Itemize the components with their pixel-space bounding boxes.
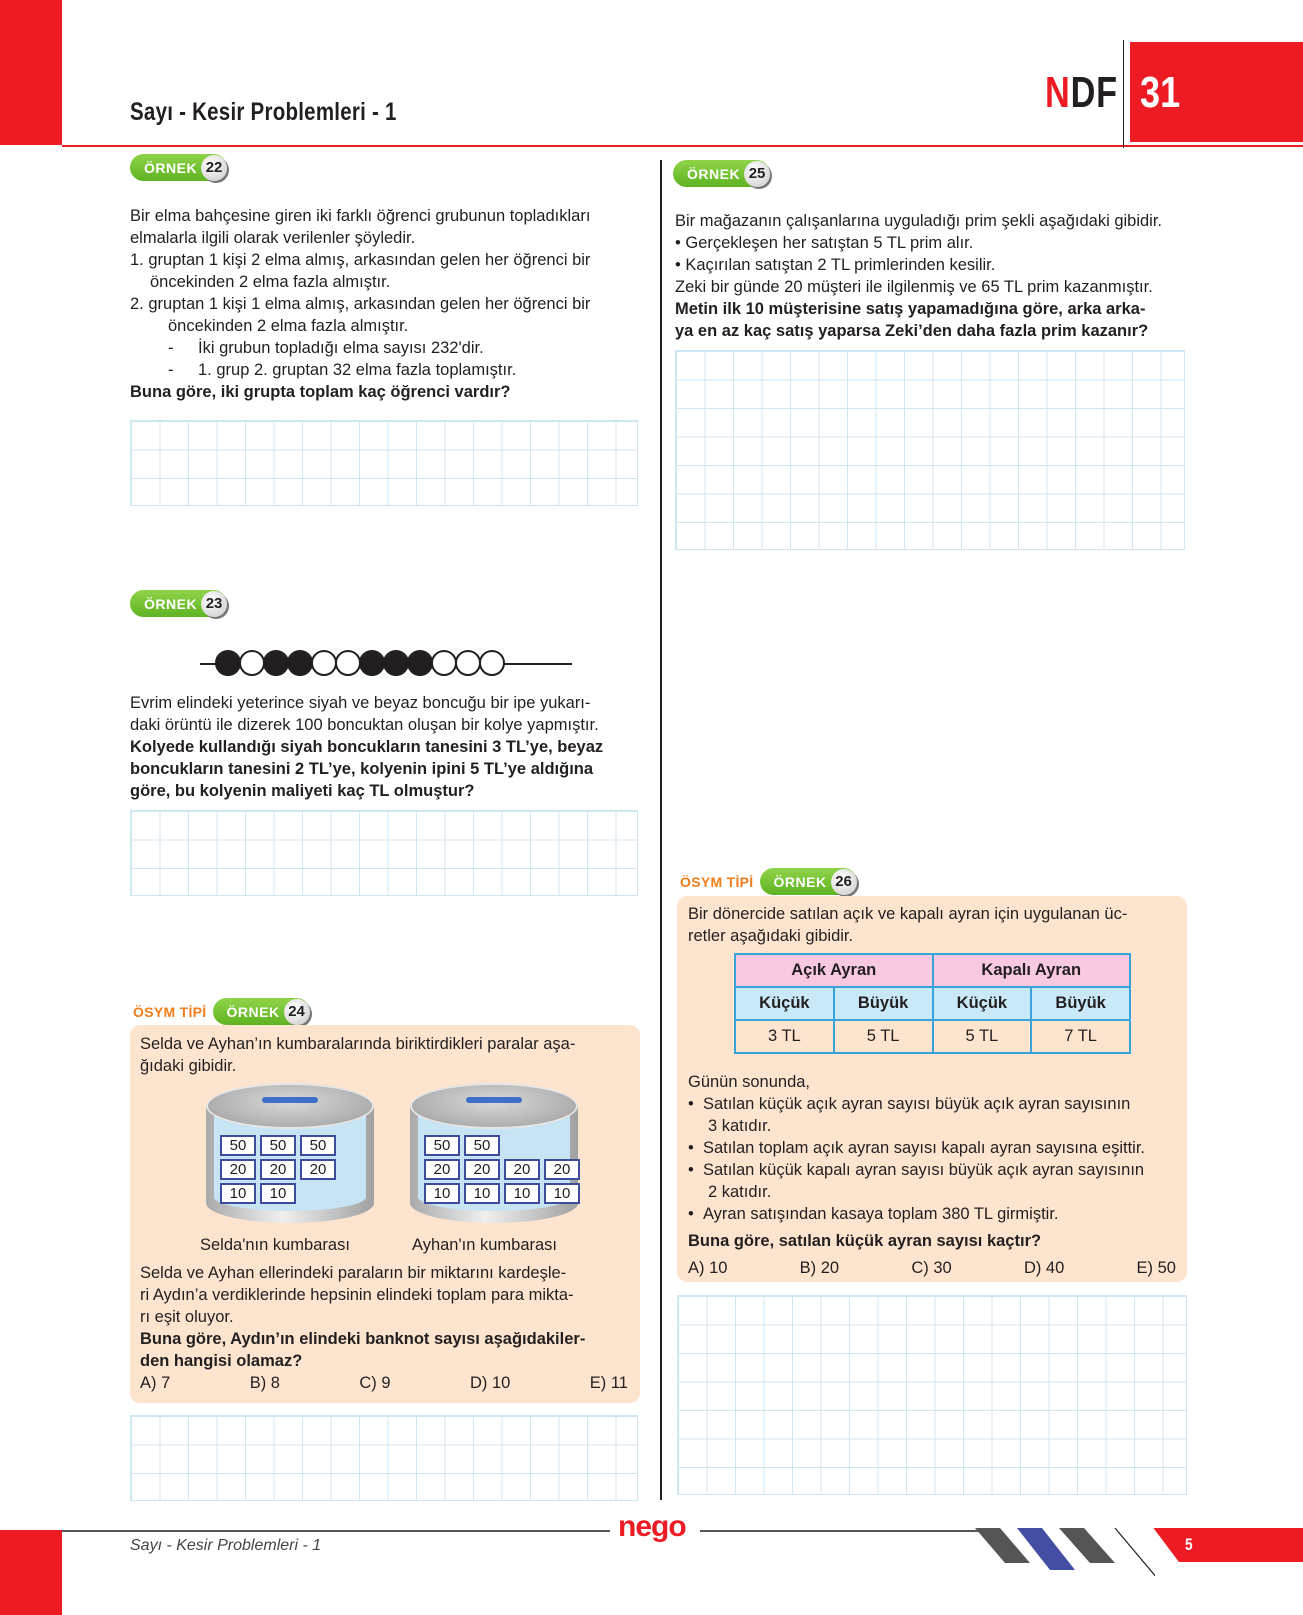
white-bead bbox=[311, 650, 337, 676]
banknote: 20 bbox=[260, 1159, 296, 1180]
bullet-line: • Satılan küçük kapalı ayran sayısı büyük açık ayran sayısının bbox=[688, 1161, 1145, 1179]
text-line: Zeki bir günde 20 müşteri ile ilgilenmiş ve 65 TL prim kazanmıştır. bbox=[675, 278, 1153, 296]
price-cell: 5 TL bbox=[933, 1020, 1032, 1053]
choice-a[interactable]: A) 10 bbox=[688, 1259, 728, 1277]
bead-row bbox=[215, 650, 503, 676]
stripe-line bbox=[1115, 1528, 1155, 1578]
text-line: öncekinden 2 elma fazla almıştır. bbox=[150, 273, 391, 291]
example-24-body bbox=[140, 1262, 585, 1372]
logo-text: nego bbox=[618, 1510, 686, 1543]
black-bead bbox=[407, 650, 433, 676]
black-bead bbox=[287, 650, 313, 676]
banknote: 20 bbox=[544, 1159, 580, 1180]
bullet-item bbox=[130, 337, 590, 359]
banknote: 20 bbox=[464, 1159, 500, 1180]
brand-df: DF bbox=[1070, 68, 1118, 117]
text-line: elmalarla ilgili olarak verilenler şöyledir. bbox=[130, 229, 416, 247]
table-price-row bbox=[735, 1020, 1130, 1053]
choice-e[interactable]: E) 50 bbox=[1136, 1259, 1176, 1277]
scratch-grid-24[interactable] bbox=[130, 1415, 638, 1501]
example-badge-26 bbox=[680, 868, 857, 895]
price-cell: 7 TL bbox=[1031, 1020, 1130, 1053]
example-24-intro bbox=[140, 1033, 575, 1077]
black-bead bbox=[383, 650, 409, 676]
bank-label-ayhan: Ayhan'ın kumbarası bbox=[412, 1236, 558, 1254]
page-number: 5 bbox=[1184, 1535, 1193, 1554]
footer-rule-left bbox=[62, 1530, 610, 1532]
bullet-line: • Gerçekleşen her satıştan 5 TL prim alır. bbox=[675, 234, 974, 252]
size-cell: Büyük bbox=[1031, 987, 1130, 1020]
coin-slot bbox=[466, 1097, 522, 1103]
badge-number: 26 bbox=[831, 869, 857, 895]
bullet-text: Satılan toplam açık ayran sayısı kapalı ayran sayısına eşittir. bbox=[702, 1139, 1145, 1157]
scratch-grid-23[interactable] bbox=[130, 810, 638, 896]
choice-e[interactable]: E) 11 bbox=[589, 1374, 628, 1392]
choice-d[interactable]: D) 40 bbox=[1023, 1259, 1065, 1277]
question-line: Kolyede kullandığı siyah boncukların tanesini 3 TL’ye, beyaz bbox=[130, 738, 604, 756]
badge-label: ÖRNEK bbox=[130, 154, 227, 181]
example-badge-24 bbox=[133, 998, 310, 1025]
header-rule bbox=[62, 145, 1303, 147]
banknote: 20 bbox=[424, 1159, 460, 1180]
side-strip-top bbox=[0, 0, 62, 145]
banknote: 10 bbox=[504, 1183, 540, 1204]
price-table bbox=[734, 953, 1131, 1054]
example-26-intro bbox=[688, 903, 1127, 947]
text-line: Evrim elindeki yeterince siyah ve beyaz boncuğu bir ipe yukarı- bbox=[130, 694, 591, 712]
banknote: 10 bbox=[544, 1183, 580, 1204]
badge-number: 23 bbox=[201, 591, 227, 617]
publisher-logo bbox=[618, 1510, 688, 1550]
white-bead bbox=[455, 650, 481, 676]
bullet-cont: 2 katıdır. bbox=[708, 1183, 772, 1201]
stripe-gray-2 bbox=[1059, 1528, 1115, 1563]
text-line: rı eşit oluyor. bbox=[140, 1308, 234, 1326]
page-title: Sayı - Kesir Problemleri - 1 bbox=[130, 98, 397, 126]
choice-c[interactable]: C) 30 bbox=[911, 1259, 952, 1277]
banknote: 50 bbox=[424, 1135, 460, 1156]
text-line: öncekinden 2 elma fazla almıştır. bbox=[168, 317, 409, 335]
price-cell: 3 TL bbox=[735, 1020, 834, 1053]
bullet-line: • Satılan toplam açık ayran sayısı kapalı ayran sayısına eşittir. bbox=[688, 1139, 1145, 1157]
size-cell: Küçük bbox=[735, 987, 834, 1020]
piggy-bank-ayhan bbox=[410, 1083, 578, 1238]
choice-b[interactable]: B) 20 bbox=[799, 1259, 840, 1277]
badge-label: ÖRNEK bbox=[760, 868, 857, 895]
text-line: daki örüntü ile dizerek 100 boncuktan oluşan bir kolye yapmıştır. bbox=[130, 716, 599, 734]
banknote: 10 bbox=[464, 1183, 500, 1204]
osym-type-label: ÖSYM TİPİ bbox=[133, 1003, 207, 1020]
group-header: Kapalı Ayran bbox=[933, 954, 1131, 987]
banknote: 20 bbox=[300, 1159, 336, 1180]
example-22-text bbox=[130, 205, 590, 403]
banknote: 10 bbox=[424, 1183, 460, 1204]
column-divider bbox=[660, 160, 662, 1500]
badge-number: 25 bbox=[744, 161, 770, 187]
bullet-text: Satılan küçük açık ayran sayısı büyük açık ayran sayısının bbox=[702, 1095, 1131, 1113]
choice-b[interactable]: B) 8 bbox=[249, 1374, 280, 1392]
text-line: Bir dönercide satılan açık ve kapalı ayran için uygulanan üc- bbox=[688, 905, 1128, 923]
badge-number: 24 bbox=[284, 999, 310, 1025]
white-bead bbox=[335, 650, 361, 676]
badge-number: 22 bbox=[201, 155, 227, 181]
answer-choices-26 bbox=[688, 1259, 1176, 1278]
side-strip-bottom bbox=[0, 1530, 62, 1615]
banknote: 10 bbox=[220, 1183, 256, 1204]
bank-label-selda: Selda'nın kumbarası bbox=[200, 1236, 350, 1254]
text-line: Selda ve Ayhan’ın kumbaralarında biriktirdikleri paralar aşa- bbox=[140, 1035, 576, 1053]
badge-label: ÖRNEK bbox=[673, 160, 770, 187]
banknotes bbox=[424, 1135, 580, 1204]
question-text: Buna göre, iki grupta toplam kaç öğrenci vardır? bbox=[130, 383, 511, 401]
answer-choices-24 bbox=[140, 1374, 628, 1393]
scratch-grid-25[interactable] bbox=[675, 350, 1185, 550]
question-text: Buna göre, satılan küçük ayran sayısı kaçtır? bbox=[688, 1232, 1042, 1250]
text-line: ğıdaki gibidir. bbox=[140, 1057, 237, 1075]
size-cell: Büyük bbox=[834, 987, 933, 1020]
text-line: Günün sonunda, bbox=[688, 1073, 811, 1091]
brand-ndf bbox=[1045, 68, 1118, 118]
page-number-box bbox=[1133, 1528, 1303, 1562]
osym-type-label: ÖSYM TİPİ bbox=[680, 873, 754, 890]
badge-label: ÖRNEK bbox=[130, 590, 227, 617]
example-25-text bbox=[675, 210, 1162, 342]
banknotes bbox=[220, 1135, 376, 1204]
footer-rule-right bbox=[700, 1530, 980, 1532]
bullet-cont: 3 katıdır. bbox=[708, 1117, 772, 1135]
banknote: 50 bbox=[300, 1135, 336, 1156]
decorative-stripes bbox=[975, 1528, 1155, 1588]
black-bead bbox=[215, 650, 241, 676]
white-bead bbox=[239, 650, 265, 676]
bullet-text: Satılan küçük kapalı ayran sayısı büyük açık ayran sayısının bbox=[702, 1161, 1145, 1179]
text-line: ri Aydın’a verdiklerinde hepsinin elindeki toplam para mikta- bbox=[140, 1286, 574, 1304]
footer-title: Sayı - Kesir Problemleri - 1 bbox=[130, 1537, 322, 1554]
bullet-mark: - bbox=[168, 339, 174, 357]
white-bead bbox=[479, 650, 505, 676]
bullet-line: • Ayran satışından kasaya toplam 380 TL girmiştir. bbox=[688, 1205, 1059, 1223]
black-bead bbox=[359, 650, 385, 676]
banknote: 50 bbox=[464, 1135, 500, 1156]
example-23-text bbox=[130, 692, 603, 802]
brand-n: N bbox=[1045, 68, 1071, 117]
banknote: 50 bbox=[260, 1135, 296, 1156]
bullet-line: • Kaçırılan satıştan 2 TL primlerinden kesilir. bbox=[675, 256, 996, 274]
example-badge-23 bbox=[130, 590, 227, 617]
bullet-item bbox=[130, 359, 590, 381]
question-line: göre, bu kolyenin maliyeti kaç TL olmuştur? bbox=[130, 782, 475, 800]
size-cell: Küçük bbox=[933, 987, 1032, 1020]
choice-c[interactable]: C) 9 bbox=[359, 1374, 391, 1392]
text-line: 1. gruptan 1 kişi 2 elma almış, arkasından gelen her öğrenci bir bbox=[130, 251, 591, 269]
scratch-grid-22[interactable] bbox=[130, 420, 638, 506]
example-badge-22 bbox=[130, 154, 227, 181]
question-line: Metin ilk 10 müşterisine satış yapamadığına göre, arka arka- bbox=[675, 300, 1146, 318]
question-line: ya en az kaç satış yaparsa Zeki’den daha fazla prim kazanır? bbox=[675, 322, 1149, 340]
bank-lid bbox=[206, 1083, 374, 1129]
bank-lid bbox=[410, 1083, 578, 1129]
text-line: Bir elma bahçesine giren iki farklı öğrenci grubunun topladıkları bbox=[130, 207, 591, 225]
white-bead bbox=[431, 650, 457, 676]
bullet-text: İki grubun topladığı elma sayısı 232'dir. bbox=[198, 339, 484, 357]
bead-pattern bbox=[200, 648, 575, 678]
banknote: 20 bbox=[220, 1159, 256, 1180]
banknote: 50 bbox=[220, 1135, 256, 1156]
bullet-text: 1. grup 2. gruptan 32 elma fazla toplamıştır. bbox=[198, 361, 517, 379]
badge-label: ÖRNEK bbox=[213, 998, 310, 1025]
text-line: Selda ve Ayhan ellerindeki paraların bir miktarını kardeşle- bbox=[140, 1264, 567, 1282]
question-line: boncukların tanesini 2 TL’ye, kolyenin ipini 5 TL’ye aldığına bbox=[130, 760, 594, 778]
choice-d[interactable]: D) 10 bbox=[469, 1374, 511, 1392]
question-line: Buna göre, Aydın’ın elindeki banknot sayısı aşağıdakiler- bbox=[140, 1330, 586, 1348]
choice-a[interactable]: A) 7 bbox=[140, 1374, 171, 1392]
scratch-grid-26[interactable] bbox=[677, 1295, 1187, 1495]
coin-slot bbox=[262, 1097, 318, 1103]
bullet-line: • Satılan küçük açık ayran sayısı büyük açık ayran sayısının bbox=[688, 1095, 1131, 1113]
piggy-bank-selda bbox=[206, 1083, 374, 1238]
bullet-mark: - bbox=[168, 361, 174, 379]
text-line: Bir mağazanın çalışanlarına uyguladığı prim şekli aşağıdaki gibidir. bbox=[675, 212, 1163, 230]
question-line: den hangisi olamaz? bbox=[140, 1352, 303, 1370]
section-number: 31 bbox=[1140, 68, 1181, 117]
brand-separator bbox=[1123, 40, 1124, 148]
banknote: 20 bbox=[504, 1159, 540, 1180]
group-header: Açık Ayran bbox=[735, 954, 933, 987]
banknote: 10 bbox=[260, 1183, 296, 1204]
example-badge-25 bbox=[673, 160, 770, 187]
text-line: retler aşağıdaki gibidir. bbox=[688, 927, 854, 945]
table-header-row bbox=[735, 954, 1130, 987]
bullet-text: Ayran satışından kasaya toplam 380 TL girmiştir. bbox=[702, 1205, 1059, 1223]
text-line: 2. gruptan 1 kişi 1 elma almış, arkasından gelen her öğrenci bir bbox=[130, 295, 591, 313]
black-bead bbox=[263, 650, 289, 676]
price-cell: 5 TL bbox=[834, 1020, 933, 1053]
example-26-body bbox=[688, 1071, 1145, 1252]
table-size-row bbox=[735, 987, 1130, 1020]
